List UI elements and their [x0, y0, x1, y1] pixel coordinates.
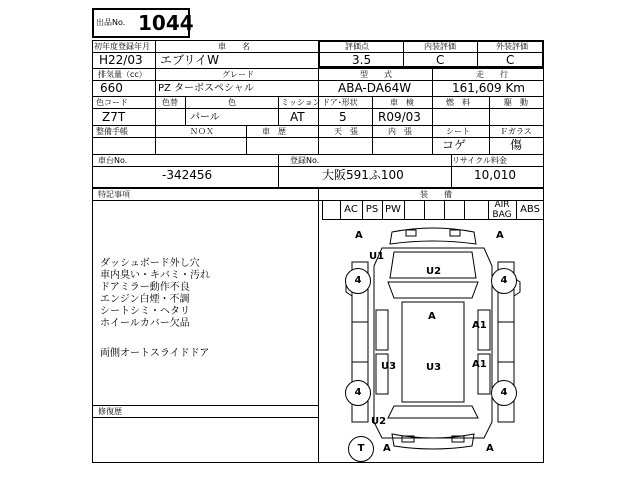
- inspection-label: 車 検: [390, 98, 414, 107]
- code-u1: U1: [369, 251, 385, 262]
- code-rear-a-right: A: [486, 443, 494, 454]
- doors-value: 5: [339, 110, 347, 124]
- first-reg-value: H22/03: [99, 53, 143, 67]
- equipment-ac: AC: [344, 204, 358, 215]
- color-type-label: 色替: [162, 98, 178, 107]
- remarks-label: 特記事項: [98, 190, 130, 199]
- chassis-label: 車台No.: [98, 156, 128, 165]
- code-u2-rear: U2: [371, 416, 387, 427]
- remark-4: エンジン白煙・不調: [100, 294, 190, 305]
- remark-2: 車内臭い・キバミ・汚れ: [100, 270, 210, 281]
- reg-no-label: 登録No.: [290, 156, 320, 165]
- score-label: 評価点: [345, 42, 369, 51]
- interior-trim-label: 内 張: [388, 127, 412, 136]
- recycle-label: リサイクル料金: [452, 156, 507, 165]
- code-front-left: A: [355, 230, 363, 241]
- nox-label: ＮＯＸ: [190, 127, 214, 136]
- drive-label: 駆 動: [504, 98, 528, 107]
- transmission-value: AT: [290, 110, 305, 124]
- fuel-label: 燃 料: [446, 98, 470, 107]
- grade-label: グレード: [222, 70, 254, 79]
- model-value: ABA-DA64W: [338, 81, 412, 95]
- color-code-label: 色コード: [96, 98, 128, 107]
- tire-front-left: 4: [345, 268, 371, 294]
- interior-label: 内装評価: [424, 42, 456, 51]
- car-name-label: 車 名: [218, 42, 250, 51]
- glass-value: 傷: [510, 138, 523, 152]
- tire-rear-right: 4: [491, 380, 517, 406]
- mileage-value: 161,609 Km: [452, 81, 525, 95]
- color-label: 色: [228, 98, 236, 107]
- score-value: 3.5: [352, 53, 372, 67]
- transmission-label: ミッション: [281, 98, 321, 107]
- equipment-pw: PW: [385, 204, 401, 215]
- color-code-value: Z7T: [102, 110, 126, 124]
- chassis-value: -342456: [162, 168, 213, 182]
- glass-label: Ｆガラス: [500, 127, 532, 136]
- doors-label: ドア･形状: [322, 98, 358, 107]
- remark-5: シートシミ・ヘタリ: [100, 306, 190, 317]
- exterior-value: C: [506, 53, 515, 67]
- code-roof-a: A: [428, 311, 436, 322]
- equipment-airbag: AIR BAG: [492, 200, 512, 220]
- remark-1: ダッシュボード外し穴: [100, 258, 200, 269]
- history-label: 車 歴: [262, 127, 286, 136]
- interior-value: C: [436, 53, 445, 67]
- code-front-right: A: [496, 230, 504, 241]
- remark-8: 両側オートスライドドア: [100, 348, 210, 359]
- code-u3-center: U3: [426, 362, 442, 373]
- recycle-value: 10,010: [474, 168, 516, 182]
- inspection-value: R09/03: [378, 110, 421, 124]
- remark-3: ドアミラー動作不良: [100, 282, 190, 293]
- model-label: 型 式: [360, 70, 392, 79]
- code-a1-upper: A1: [472, 320, 487, 331]
- code-rear-a-left: A: [383, 443, 391, 454]
- lot-label: 出品No.: [96, 18, 126, 27]
- lot-number: 1044: [138, 11, 194, 35]
- remark-6: ホイールカバー欠品: [100, 318, 190, 329]
- equipment-ps: PS: [365, 204, 379, 215]
- displacement-value: 660: [100, 81, 123, 95]
- equipment-abs: ABS: [520, 204, 540, 215]
- first-reg-label: 初年度登録年月: [94, 42, 150, 51]
- exterior-label: 外装評価: [496, 42, 528, 51]
- equipment-label: 装 備: [420, 190, 452, 199]
- reg-no-value: 大阪591ふ100: [322, 168, 404, 182]
- displacement-label: 排気量（cc）: [98, 70, 147, 79]
- mileage-label: 走 行: [476, 70, 508, 79]
- car-diagram: [322, 222, 544, 462]
- code-u3-left: U3: [381, 361, 397, 372]
- equipment-row: [322, 200, 544, 220]
- spare-tire-t: T: [348, 436, 374, 462]
- color-value: パール: [190, 112, 220, 123]
- tire-rear-left: 4: [345, 380, 371, 406]
- car-name-value: エブリイW: [160, 53, 220, 67]
- seat-value: コゲ: [442, 138, 467, 152]
- seat-label: シート: [446, 127, 470, 136]
- code-u2-hood: U2: [426, 266, 442, 277]
- manual-label: 整備手帳: [96, 127, 128, 136]
- code-a1-lower: A1: [472, 359, 487, 370]
- tire-front-right: 4: [491, 268, 517, 294]
- repair-label: 修復歴: [98, 407, 122, 416]
- grade-value: PZ ターボスペシャル: [158, 83, 254, 94]
- roof-label: 天 張: [334, 127, 358, 136]
